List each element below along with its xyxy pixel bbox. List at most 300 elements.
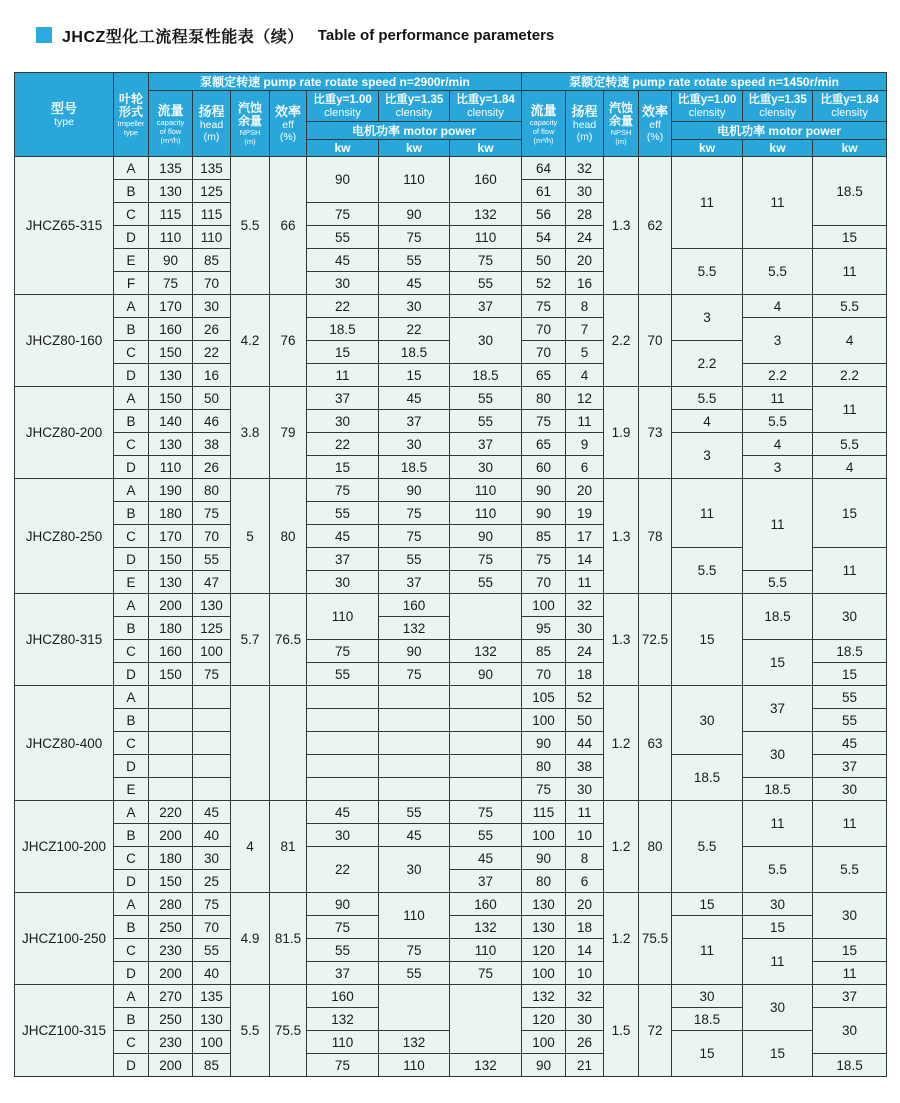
left-power-cell: 75 bbox=[379, 502, 450, 525]
impeller-cell: D bbox=[114, 1054, 149, 1077]
impeller-cell: B bbox=[114, 709, 149, 732]
left-power-cell: 15 bbox=[379, 364, 450, 387]
left-power-cell: 15 bbox=[307, 341, 379, 364]
left-power-cell: 55 bbox=[379, 249, 450, 272]
left-flow-cell: 110 bbox=[149, 226, 193, 249]
right-flow-cell: 64 bbox=[522, 157, 566, 180]
left-flow-cell: 250 bbox=[149, 916, 193, 939]
left-npsh-cell: 3.8 bbox=[231, 387, 270, 479]
left-power-cell: 37 bbox=[307, 962, 379, 985]
head-unit: (m) bbox=[576, 131, 593, 143]
left-npsh-cell: 5.5 bbox=[231, 157, 270, 295]
left-npsh-cell: 4.9 bbox=[231, 893, 270, 985]
right-power-cell: 11 bbox=[813, 548, 887, 594]
left-power-cell: 18.5 bbox=[379, 456, 450, 479]
left-power-cell: 75 bbox=[307, 479, 379, 502]
right-flow-cell: 90 bbox=[522, 847, 566, 870]
left-power-cell: 75 bbox=[307, 640, 379, 663]
left-eff-cell: 75.5 bbox=[270, 985, 307, 1077]
impeller-cell: D bbox=[114, 364, 149, 387]
right-eff-cell: 80 bbox=[639, 801, 672, 893]
impeller-cell: B bbox=[114, 180, 149, 203]
left-head-cell: 16 bbox=[193, 364, 231, 387]
impeller-cell: C bbox=[114, 203, 149, 226]
left-power-cell: 30 bbox=[307, 571, 379, 594]
right-flow-cell: 100 bbox=[522, 962, 566, 985]
d184-label: 比重y=1.84 bbox=[820, 94, 879, 106]
npsh-en: NPSH bbox=[239, 127, 261, 137]
right-power-cell: 11 bbox=[672, 479, 743, 548]
right-head-cell: 10 bbox=[566, 824, 604, 847]
left-power-cell: 37 bbox=[379, 410, 450, 433]
left-npsh-cell: 5.5 bbox=[231, 985, 270, 1077]
right-flow-cell: 65 bbox=[522, 433, 566, 456]
left-head-cell: 70 bbox=[193, 525, 231, 548]
impeller-cell: C bbox=[114, 640, 149, 663]
right-power-cell: 4 bbox=[813, 456, 887, 479]
density-100-header-right bbox=[672, 91, 743, 122]
right-head-cell: 44 bbox=[566, 732, 604, 755]
left-power-cell bbox=[307, 732, 379, 755]
left-head-cell: 70 bbox=[193, 916, 231, 939]
right-power-cell: 18.5 bbox=[743, 778, 813, 801]
right-head-cell: 6 bbox=[566, 870, 604, 893]
kw-header: kw bbox=[379, 140, 450, 157]
left-power-cell: 90 bbox=[379, 203, 450, 226]
left-power-cell: 55 bbox=[450, 824, 522, 847]
impeller-cell: B bbox=[114, 824, 149, 847]
left-head-cell: 70 bbox=[193, 272, 231, 295]
impeller-cell: C bbox=[114, 525, 149, 548]
impeller-cell: D bbox=[114, 663, 149, 686]
model-cell: JHCZ100-315 bbox=[15, 985, 114, 1077]
left-flow-cell: 180 bbox=[149, 502, 193, 525]
left-eff-cell: 76.5 bbox=[270, 594, 307, 686]
right-power-cell: 11 bbox=[743, 801, 813, 847]
impeller-cell: D bbox=[114, 962, 149, 985]
left-power-cell: 75 bbox=[450, 548, 522, 571]
table-header bbox=[15, 73, 887, 157]
density-135-header-left bbox=[379, 91, 450, 122]
left-power-cell: 110 bbox=[307, 1031, 379, 1054]
right-flow-cell: 61 bbox=[522, 180, 566, 203]
left-power-cell: 132 bbox=[307, 1008, 379, 1031]
left-power-cell: 55 bbox=[450, 410, 522, 433]
right-power-cell: 30 bbox=[672, 686, 743, 755]
right-head-cell: 50 bbox=[566, 709, 604, 732]
right-flow-cell: 105 bbox=[522, 686, 566, 709]
left-head-cell: 30 bbox=[193, 847, 231, 870]
density-en: clensity bbox=[831, 107, 868, 119]
performance-table bbox=[14, 72, 887, 1077]
left-power-cell: 132 bbox=[379, 1031, 450, 1054]
left-head-cell: 75 bbox=[193, 663, 231, 686]
right-power-cell: 5.5 bbox=[743, 249, 813, 295]
model-cell: JHCZ100-250 bbox=[15, 893, 114, 985]
right-flow-cell: 100 bbox=[522, 1031, 566, 1054]
table-row bbox=[15, 433, 887, 456]
left-power-cell: 75 bbox=[307, 1054, 379, 1077]
right-npsh-cell: 1.2 bbox=[604, 893, 639, 985]
right-npsh-cell: 1.9 bbox=[604, 387, 639, 479]
right-power-cell: 15 bbox=[672, 594, 743, 686]
right-head-cell: 20 bbox=[566, 479, 604, 502]
right-head-cell: 24 bbox=[566, 640, 604, 663]
head-en: head bbox=[199, 119, 224, 131]
left-flow-cell: 170 bbox=[149, 295, 193, 318]
impeller-header-en1: Impeller bbox=[117, 118, 145, 128]
right-flow-cell: 90 bbox=[522, 732, 566, 755]
flow-column-header-left bbox=[149, 91, 193, 157]
impeller-cell: B bbox=[114, 502, 149, 525]
right-power-cell: 5.5 bbox=[672, 387, 743, 410]
right-flow-cell: 90 bbox=[522, 1054, 566, 1077]
left-head-cell: 46 bbox=[193, 410, 231, 433]
left-flow-cell: 90 bbox=[149, 249, 193, 272]
right-head-cell: 21 bbox=[566, 1054, 604, 1077]
left-power-cell: 22 bbox=[307, 295, 379, 318]
left-power-cell: 90 bbox=[450, 525, 522, 548]
left-power-cell: 110 bbox=[450, 479, 522, 502]
left-head-cell: 85 bbox=[193, 249, 231, 272]
left-power-cell bbox=[307, 778, 379, 801]
right-head-cell: 32 bbox=[566, 985, 604, 1008]
left-power-cell: 55 bbox=[379, 962, 450, 985]
left-flow-cell: 200 bbox=[149, 594, 193, 617]
right-flow-cell: 115 bbox=[522, 801, 566, 824]
left-head-cell: 115 bbox=[193, 203, 231, 226]
right-power-cell: 3 bbox=[672, 295, 743, 341]
left-power-cell: 90 bbox=[379, 479, 450, 502]
left-power-cell: 22 bbox=[379, 318, 450, 341]
impeller-cell: D bbox=[114, 755, 149, 778]
left-power-cell: 55 bbox=[307, 226, 379, 249]
eff-zh: 效率 bbox=[274, 104, 301, 119]
density-en: clensity bbox=[759, 107, 796, 119]
impeller-cell: A bbox=[114, 985, 149, 1008]
right-power-cell: 5.5 bbox=[672, 548, 743, 594]
right-power-cell: 11 bbox=[813, 962, 887, 985]
left-power-cell: 75 bbox=[379, 226, 450, 249]
right-power-cell: 5.5 bbox=[743, 410, 813, 433]
right-head-cell: 5 bbox=[566, 341, 604, 364]
right-power-cell: 11 bbox=[743, 387, 813, 410]
right-head-cell: 6 bbox=[566, 456, 604, 479]
left-npsh-cell bbox=[231, 686, 270, 801]
flow-en2: of flow bbox=[532, 126, 555, 136]
model-cell: JHCZ100-200 bbox=[15, 801, 114, 893]
left-head-cell: 22 bbox=[193, 341, 231, 364]
table-row bbox=[15, 847, 887, 870]
right-power-cell: 4 bbox=[743, 295, 813, 318]
left-power-cell: 45 bbox=[379, 387, 450, 410]
left-flow-cell: 200 bbox=[149, 962, 193, 985]
left-power-cell bbox=[307, 709, 379, 732]
flow-en1: capacity bbox=[156, 117, 185, 127]
table-row bbox=[15, 640, 887, 663]
left-power-cell: 132 bbox=[379, 617, 450, 640]
left-flow-cell: 75 bbox=[149, 272, 193, 295]
left-flow-cell: 110 bbox=[149, 456, 193, 479]
impeller-cell: C bbox=[114, 847, 149, 870]
left-flow-cell: 220 bbox=[149, 801, 193, 824]
impeller-cell: A bbox=[114, 893, 149, 916]
right-flow-cell: 80 bbox=[522, 870, 566, 893]
left-head-cell: 130 bbox=[193, 1008, 231, 1031]
right-power-cell: 5.5 bbox=[743, 847, 813, 893]
head-unit: (m) bbox=[203, 131, 220, 143]
flow-zh: 流量 bbox=[157, 102, 184, 118]
left-power-cell bbox=[450, 686, 522, 709]
d184-label: 比重y=1.84 bbox=[456, 94, 515, 106]
eff-column-header-right bbox=[639, 91, 672, 157]
right-power-cell: 55 bbox=[813, 709, 887, 732]
left-power-cell bbox=[450, 778, 522, 801]
left-flow-cell: 250 bbox=[149, 1008, 193, 1031]
impeller-header-en2: type bbox=[123, 127, 139, 137]
right-eff-cell: 62 bbox=[639, 157, 672, 295]
kw-header: kw bbox=[813, 140, 887, 157]
left-flow-cell bbox=[149, 686, 193, 709]
left-head-cell: 85 bbox=[193, 1054, 231, 1077]
impeller-cell: E bbox=[114, 249, 149, 272]
right-head-cell: 8 bbox=[566, 295, 604, 318]
right-power-cell: 3 bbox=[743, 318, 813, 364]
left-eff-cell: 76 bbox=[270, 295, 307, 387]
left-head-cell: 40 bbox=[193, 824, 231, 847]
left-power-cell: 90 bbox=[450, 663, 522, 686]
impeller-cell: A bbox=[114, 686, 149, 709]
left-flow-cell: 150 bbox=[149, 870, 193, 893]
left-head-cell bbox=[193, 732, 231, 755]
left-head-cell: 50 bbox=[193, 387, 231, 410]
left-power-cell: 110 bbox=[307, 594, 379, 640]
left-power-cell: 30 bbox=[379, 295, 450, 318]
right-power-cell: 18.5 bbox=[743, 594, 813, 640]
left-npsh-cell: 4 bbox=[231, 801, 270, 893]
left-flow-cell: 190 bbox=[149, 479, 193, 502]
table-row bbox=[15, 778, 887, 801]
right-power-cell: 18.5 bbox=[672, 755, 743, 801]
left-power-cell bbox=[450, 732, 522, 755]
right-head-cell: 4 bbox=[566, 364, 604, 387]
right-flow-cell: 56 bbox=[522, 203, 566, 226]
left-flow-cell: 280 bbox=[149, 893, 193, 916]
right-power-cell: 15 bbox=[672, 1031, 743, 1077]
impeller-cell: E bbox=[114, 778, 149, 801]
right-power-cell: 30 bbox=[813, 1008, 887, 1054]
impeller-cell: C bbox=[114, 732, 149, 755]
left-head-cell bbox=[193, 755, 231, 778]
left-head-cell bbox=[193, 686, 231, 709]
impeller-cell: B bbox=[114, 617, 149, 640]
impeller-header-zh2: 形式 bbox=[118, 104, 143, 119]
density-en: clensity bbox=[467, 107, 504, 119]
right-power-cell: 11 bbox=[743, 479, 813, 571]
left-npsh-cell: 4.2 bbox=[231, 295, 270, 387]
impeller-cell: C bbox=[114, 433, 149, 456]
left-power-cell: 45 bbox=[307, 525, 379, 548]
left-head-cell: 75 bbox=[193, 502, 231, 525]
left-eff-cell: 81.5 bbox=[270, 893, 307, 985]
left-power-cell: 30 bbox=[450, 456, 522, 479]
impeller-cell: A bbox=[114, 387, 149, 410]
left-head-cell: 125 bbox=[193, 617, 231, 640]
left-power-cell bbox=[379, 709, 450, 732]
right-npsh-cell: 1.5 bbox=[604, 985, 639, 1077]
impeller-cell: D bbox=[114, 226, 149, 249]
speed-header-1450: 泵额定转速 pump rate rotate speed n=1450r/min bbox=[522, 73, 887, 91]
impeller-cell: B bbox=[114, 318, 149, 341]
table-row bbox=[15, 686, 887, 709]
left-power-cell bbox=[379, 732, 450, 755]
left-power-cell: 18.5 bbox=[379, 341, 450, 364]
left-power-cell: 30 bbox=[379, 433, 450, 456]
right-head-cell: 52 bbox=[566, 686, 604, 709]
left-head-cell: 38 bbox=[193, 433, 231, 456]
right-head-cell: 16 bbox=[566, 272, 604, 295]
right-flow-cell: 90 bbox=[522, 479, 566, 502]
right-head-cell: 30 bbox=[566, 778, 604, 801]
right-flow-cell: 75 bbox=[522, 548, 566, 571]
model-header-en: type bbox=[54, 116, 74, 128]
left-head-cell: 135 bbox=[193, 985, 231, 1008]
eff-unit: (%) bbox=[646, 131, 664, 143]
left-flow-cell bbox=[149, 755, 193, 778]
left-flow-cell: 180 bbox=[149, 617, 193, 640]
left-power-cell: 110 bbox=[379, 893, 450, 939]
right-flow-cell: 50 bbox=[522, 249, 566, 272]
right-flow-cell: 75 bbox=[522, 295, 566, 318]
right-flow-cell: 130 bbox=[522, 893, 566, 916]
right-head-cell: 30 bbox=[566, 1008, 604, 1031]
npsh-unit: (m) bbox=[244, 136, 256, 146]
right-power-cell: 15 bbox=[813, 663, 887, 686]
left-power-cell: 30 bbox=[307, 410, 379, 433]
left-power-cell: 55 bbox=[307, 663, 379, 686]
left-power-cell: 45 bbox=[379, 272, 450, 295]
left-power-cell: 90 bbox=[307, 893, 379, 916]
right-power-cell: 2.2 bbox=[813, 364, 887, 387]
right-head-cell: 12 bbox=[566, 387, 604, 410]
left-eff-cell: 66 bbox=[270, 157, 307, 295]
left-power-cell: 75 bbox=[450, 962, 522, 985]
left-power-cell: 55 bbox=[379, 801, 450, 824]
left-head-cell: 55 bbox=[193, 939, 231, 962]
left-head-cell: 75 bbox=[193, 893, 231, 916]
right-power-cell: 30 bbox=[743, 893, 813, 916]
right-eff-cell: 73 bbox=[639, 387, 672, 479]
impeller-cell: A bbox=[114, 801, 149, 824]
left-flow-cell: 130 bbox=[149, 180, 193, 203]
eff-unit: (%) bbox=[279, 131, 297, 143]
kw-header: kw bbox=[450, 140, 522, 157]
left-flow-cell: 150 bbox=[149, 663, 193, 686]
right-head-cell: 11 bbox=[566, 801, 604, 824]
right-head-cell: 26 bbox=[566, 1031, 604, 1054]
kw-header: kw bbox=[672, 140, 743, 157]
right-flow-cell: 70 bbox=[522, 341, 566, 364]
right-head-cell: 8 bbox=[566, 847, 604, 870]
right-eff-cell: 70 bbox=[639, 295, 672, 387]
impeller-cell: C bbox=[114, 1031, 149, 1054]
npsh-en: NPSH bbox=[610, 127, 632, 137]
right-flow-cell: 85 bbox=[522, 525, 566, 548]
table-row bbox=[15, 410, 887, 433]
right-head-cell: 28 bbox=[566, 203, 604, 226]
impeller-cell: B bbox=[114, 916, 149, 939]
left-power-cell: 30 bbox=[379, 847, 450, 893]
npsh-column-header-left bbox=[231, 91, 270, 157]
right-power-cell: 11 bbox=[813, 387, 887, 433]
d100-label: 比重y=1.00 bbox=[677, 94, 737, 106]
impeller-header-zh1: 叶轮 bbox=[118, 91, 143, 106]
density-184-header-right bbox=[813, 91, 887, 122]
left-power-cell bbox=[379, 755, 450, 778]
right-power-cell: 2.2 bbox=[672, 341, 743, 387]
page-title bbox=[36, 22, 886, 48]
density-184-header-left bbox=[450, 91, 522, 122]
left-power-cell: 45 bbox=[307, 249, 379, 272]
title-en: Table of performance parameters bbox=[317, 26, 555, 44]
left-head-cell: 55 bbox=[193, 548, 231, 571]
impeller-cell: D bbox=[114, 870, 149, 893]
left-power-cell: 55 bbox=[450, 272, 522, 295]
impeller-cell: F bbox=[114, 272, 149, 295]
right-power-cell: 15 bbox=[743, 1031, 813, 1077]
left-power-cell: 90 bbox=[379, 640, 450, 663]
right-flow-cell: 52 bbox=[522, 272, 566, 295]
model-cell: JHCZ80-160 bbox=[15, 295, 114, 387]
impeller-cell: D bbox=[114, 548, 149, 571]
left-flow-cell bbox=[149, 709, 193, 732]
left-power-cell: 30 bbox=[307, 272, 379, 295]
left-flow-cell: 150 bbox=[149, 548, 193, 571]
left-head-cell: 26 bbox=[193, 456, 231, 479]
left-power-cell: 132 bbox=[450, 916, 522, 939]
impeller-column-header bbox=[114, 73, 149, 157]
right-npsh-cell: 1.3 bbox=[604, 479, 639, 594]
right-flow-cell: 54 bbox=[522, 226, 566, 249]
right-power-cell: 11 bbox=[743, 157, 813, 249]
left-head-cell: 25 bbox=[193, 870, 231, 893]
left-head-cell bbox=[193, 778, 231, 801]
left-power-cell bbox=[450, 985, 522, 1054]
right-eff-cell: 75.5 bbox=[639, 893, 672, 985]
d135-label: 比重y=1.35 bbox=[384, 94, 444, 106]
left-power-cell: 110 bbox=[450, 226, 522, 249]
table-row bbox=[15, 571, 887, 594]
left-power-cell: 75 bbox=[379, 939, 450, 962]
left-head-cell bbox=[193, 709, 231, 732]
table-row bbox=[15, 939, 887, 962]
left-flow-cell: 160 bbox=[149, 640, 193, 663]
right-npsh-cell: 1.2 bbox=[604, 801, 639, 893]
right-power-cell: 15 bbox=[813, 939, 887, 962]
flow-en1: capacity bbox=[529, 117, 558, 127]
left-power-cell: 37 bbox=[379, 571, 450, 594]
impeller-cell: C bbox=[114, 939, 149, 962]
left-power-cell: 45 bbox=[307, 801, 379, 824]
right-power-cell: 18.5 bbox=[813, 157, 887, 226]
left-flow-cell: 200 bbox=[149, 1054, 193, 1077]
left-power-cell bbox=[379, 985, 450, 1031]
right-power-cell: 37 bbox=[813, 985, 887, 1008]
left-power-cell bbox=[379, 686, 450, 709]
right-power-cell: 3 bbox=[743, 456, 813, 479]
density-en: clensity bbox=[395, 107, 433, 119]
table-body bbox=[15, 157, 887, 1077]
